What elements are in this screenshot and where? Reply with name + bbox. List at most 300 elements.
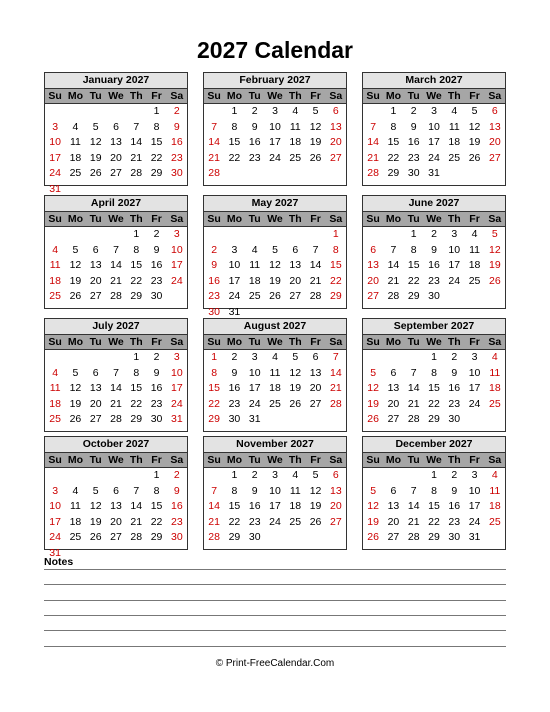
day-cell: 12: [89, 136, 102, 149]
day-cell: 18: [468, 259, 481, 272]
day-cell: 30: [407, 167, 420, 180]
day-cell: 6: [390, 366, 397, 379]
weekday-header: We: [426, 90, 442, 102]
day-cell: 25: [289, 151, 302, 164]
day-cell: 16: [170, 500, 183, 513]
day-cell: 15: [387, 136, 400, 149]
day-cell: 6: [113, 120, 119, 133]
day-cell: 12: [289, 366, 302, 379]
weekday-header: Su: [207, 336, 221, 348]
day-cell: 1: [431, 351, 437, 363]
day-cell: 13: [110, 500, 122, 513]
day-cell: 27: [89, 413, 102, 426]
weekday-header: Fr: [151, 454, 162, 466]
day-cell: 24: [170, 274, 183, 287]
day-cell: 5: [312, 105, 319, 117]
day-cell: 1: [231, 105, 238, 117]
day-cell: 15: [150, 500, 163, 513]
day-cell: 29: [329, 290, 342, 303]
week-row: [363, 243, 505, 259]
week-row: [204, 120, 346, 136]
day-cell: 17: [49, 515, 61, 528]
weekday-header-row: [45, 335, 187, 350]
weekday-header: Fr: [469, 90, 480, 102]
day-cell: [326, 412, 346, 428]
weekday-header: Tu: [89, 213, 102, 225]
day-cell: 8: [431, 484, 437, 497]
weekday-header-row: [363, 212, 505, 227]
day-cell: 18: [488, 382, 501, 395]
day-cell: 5: [370, 366, 377, 379]
weekday-header: Mo: [67, 213, 83, 225]
week-row: [363, 227, 505, 243]
week-row: [363, 484, 505, 500]
day-cell: 19: [89, 151, 102, 164]
day-cell: 29: [208, 413, 220, 426]
weekday-header: Su: [48, 454, 62, 466]
week-row: [363, 366, 505, 382]
month-name: May 2027: [204, 196, 346, 212]
day-cell: 7: [390, 243, 397, 256]
day-cell: 14: [208, 500, 220, 513]
day-cell: [485, 166, 505, 182]
day-cell: 20: [329, 136, 342, 149]
day-cell: 8: [231, 120, 238, 133]
day-cell: 26: [468, 151, 481, 164]
day-cell: [444, 166, 464, 182]
week-row: [204, 468, 346, 484]
day-cell: 2: [451, 351, 458, 363]
day-cell: [167, 289, 187, 305]
day-cell: 4: [272, 351, 278, 363]
day-cell: [126, 104, 146, 120]
day-cell: 23: [150, 274, 163, 287]
week-row: [363, 515, 505, 531]
month-name: October 2027: [45, 437, 187, 453]
day-cell: 7: [410, 484, 417, 497]
month-block: [203, 195, 347, 318]
week-row: [204, 289, 346, 305]
day-cell: 14: [407, 500, 420, 513]
day-cell: 9: [431, 243, 437, 256]
weekday-header: Sa: [329, 213, 343, 225]
day-cell: 7: [113, 366, 119, 379]
note-line: [44, 630, 506, 631]
day-cell: 16: [248, 136, 261, 149]
day-cell: [404, 468, 424, 484]
weekday-header: Tu: [407, 454, 420, 466]
day-cell: [265, 530, 285, 546]
weekday-header: Tu: [407, 336, 420, 348]
weekday-header: Th: [288, 454, 302, 466]
month-block: [362, 195, 506, 309]
day-cell: 7: [312, 243, 319, 256]
day-cell: 2: [451, 469, 458, 481]
day-cell: [245, 227, 265, 243]
weekday-header: Sa: [488, 454, 502, 466]
day-cell: [363, 350, 383, 366]
week-row: [363, 258, 505, 274]
day-cell: 27: [329, 515, 342, 528]
day-cell: 24: [428, 151, 440, 164]
day-cell: 10: [448, 243, 461, 256]
day-cell: 4: [491, 469, 498, 481]
week-row: [204, 135, 346, 151]
day-cell: 1: [410, 228, 417, 240]
week-row: [363, 289, 505, 305]
weekday-header: Fr: [469, 336, 480, 348]
day-cell: 30: [248, 531, 261, 544]
day-cell: [485, 289, 505, 305]
day-cell: [305, 530, 325, 546]
day-cell: 20: [289, 274, 302, 287]
day-cell: 11: [289, 484, 301, 497]
day-cell: 31: [49, 546, 61, 559]
day-cell: 12: [468, 120, 481, 133]
day-cell: 8: [133, 243, 140, 256]
day-cell: 30: [150, 413, 163, 426]
month-block: [44, 195, 188, 309]
month-block: [362, 72, 506, 186]
day-cell: 2: [173, 469, 180, 481]
day-cell: 16: [448, 382, 461, 395]
weekday-header-row: [204, 453, 346, 468]
day-cell: 19: [269, 274, 281, 287]
weekday-header: Sa: [170, 90, 184, 102]
day-cell: 13: [89, 382, 102, 395]
weekday-header: Th: [447, 90, 461, 102]
weekday-header: Su: [366, 213, 380, 225]
day-cell: 31: [468, 531, 481, 544]
day-cell: 26: [69, 413, 82, 426]
day-cell: 3: [231, 243, 238, 256]
day-cell: 5: [92, 120, 99, 133]
day-cell: 29: [130, 413, 143, 426]
weekday-header: Tu: [248, 213, 261, 225]
month-name: September 2027: [363, 319, 505, 335]
day-cell: [204, 227, 224, 243]
day-cell: 10: [269, 120, 281, 133]
day-cell: 20: [89, 397, 102, 410]
day-cell: 20: [367, 274, 379, 287]
weekday-header: We: [267, 90, 283, 102]
day-cell: 29: [228, 531, 241, 544]
notes-label: Notes: [44, 556, 74, 568]
day-cell: 30: [448, 531, 461, 544]
notes-section: [44, 556, 506, 568]
day-cell: 2: [173, 105, 180, 117]
day-cell: [326, 166, 346, 182]
day-cell: 2: [410, 105, 417, 117]
day-cell: [65, 468, 85, 484]
day-cell: 25: [248, 290, 261, 303]
day-cell: 25: [488, 397, 501, 410]
day-cell: 15: [150, 136, 163, 149]
day-cell: 9: [173, 120, 180, 133]
day-cell: 22: [428, 515, 440, 528]
day-cell: [383, 227, 403, 243]
day-cell: [464, 289, 484, 305]
weekday-header: Mo: [67, 454, 83, 466]
day-cell: 9: [231, 366, 238, 379]
day-cell: [86, 227, 106, 243]
weekday-header: Fr: [310, 336, 321, 348]
day-cell: 22: [208, 397, 220, 410]
day-cell: 24: [269, 515, 281, 528]
day-cell: 29: [428, 531, 440, 544]
note-line: [44, 615, 506, 616]
weekday-header: Mo: [67, 90, 83, 102]
weekday-header: Su: [366, 90, 380, 102]
day-cell: 16: [150, 259, 163, 272]
day-cell: 5: [292, 351, 299, 363]
day-cell: 23: [208, 290, 220, 303]
day-cell: 8: [431, 366, 437, 379]
weekday-header-row: [204, 335, 346, 350]
day-cell: 27: [89, 290, 102, 303]
weekday-header: We: [267, 454, 283, 466]
day-cell: 24: [468, 397, 481, 410]
day-cell: 20: [110, 151, 122, 164]
day-cell: [106, 104, 126, 120]
week-row: [45, 381, 187, 397]
weekday-header-row: [45, 453, 187, 468]
day-cell: 21: [130, 515, 143, 528]
day-cell: 2: [431, 228, 437, 240]
weekday-header: Fr: [151, 336, 162, 348]
weekday-header: Th: [288, 90, 302, 102]
day-cell: [383, 350, 403, 366]
day-cell: 23: [407, 151, 420, 164]
day-cell: 4: [292, 105, 299, 117]
day-cell: 28: [110, 413, 122, 426]
week-row: [204, 104, 346, 120]
day-cell: 9: [451, 366, 458, 379]
day-cell: [45, 104, 65, 120]
day-cell: 17: [448, 259, 461, 272]
day-cell: 7: [211, 484, 218, 497]
day-cell: 18: [289, 136, 302, 149]
weekday-header: We: [267, 336, 283, 348]
day-cell: 11: [289, 120, 301, 133]
day-cell: 12: [269, 259, 281, 272]
day-cell: 27: [387, 531, 400, 544]
day-cell: 8: [332, 243, 339, 256]
day-cell: [326, 530, 346, 546]
weekday-header: Su: [207, 90, 221, 102]
day-cell: [86, 468, 106, 484]
day-cell: 8: [410, 243, 417, 256]
day-cell: 26: [367, 531, 379, 544]
day-cell: 25: [49, 290, 61, 303]
month-name: March 2027: [363, 73, 505, 89]
day-cell: 10: [468, 366, 481, 379]
day-cell: 15: [329, 259, 342, 272]
day-cell: 30: [448, 413, 461, 426]
footer-credit: © Print-FreeCalendar.Com: [215, 658, 335, 669]
day-cell: 28: [329, 397, 342, 410]
day-cell: 11: [69, 500, 81, 513]
day-cell: [106, 468, 126, 484]
weekday-header: Mo: [385, 213, 401, 225]
day-cell: 12: [309, 120, 322, 133]
day-cell: 22: [428, 397, 440, 410]
weekday-header: We: [108, 90, 124, 102]
day-cell: 22: [407, 274, 420, 287]
day-cell: 13: [289, 259, 302, 272]
weekday-header-row: [363, 89, 505, 104]
week-row: [204, 243, 346, 259]
week-row: [363, 166, 505, 182]
day-cell: [204, 468, 224, 484]
month-name: December 2027: [363, 437, 505, 453]
week-row: [204, 258, 346, 274]
weekday-header-row: [204, 89, 346, 104]
day-cell: 30: [208, 305, 220, 318]
week-row: [45, 468, 187, 484]
day-cell: 2: [231, 351, 238, 363]
day-cell: 28: [367, 167, 379, 180]
note-line: [44, 584, 506, 585]
day-cell: 6: [370, 243, 377, 256]
weekday-header: Su: [366, 336, 380, 348]
day-cell: 5: [272, 243, 278, 256]
month-name: February 2027: [204, 73, 346, 89]
day-cell: [45, 350, 65, 366]
day-cell: 6: [113, 484, 119, 497]
day-cell: [485, 412, 505, 428]
day-cell: 18: [49, 274, 61, 287]
week-row: [363, 468, 505, 484]
day-cell: 4: [52, 243, 59, 256]
day-cell: 10: [269, 484, 281, 497]
day-cell: 14: [407, 382, 420, 395]
weekday-header: Mo: [226, 213, 242, 225]
weekday-header: Th: [447, 213, 461, 225]
day-cell: 26: [488, 274, 501, 287]
day-cell: 5: [471, 105, 478, 117]
day-cell: 26: [69, 290, 82, 303]
day-cell: 5: [92, 484, 99, 497]
day-cell: 7: [113, 243, 119, 256]
day-cell: 18: [269, 382, 281, 395]
day-cell: 4: [72, 120, 79, 133]
day-cell: 1: [231, 469, 238, 481]
day-cell: 1: [431, 469, 437, 481]
day-cell: 21: [130, 151, 143, 164]
day-cell: 12: [488, 243, 501, 256]
day-cell: 27: [329, 151, 342, 164]
day-cell: 18: [448, 136, 461, 149]
day-cell: [45, 227, 65, 243]
week-row: [204, 381, 346, 397]
weekday-header: Su: [48, 336, 62, 348]
day-cell: 19: [89, 515, 102, 528]
day-cell: 16: [448, 500, 461, 513]
day-cell: 30: [170, 531, 183, 544]
week-row: [363, 104, 505, 120]
day-cell: 6: [92, 366, 99, 379]
day-cell: 6: [491, 105, 498, 117]
day-cell: 6: [332, 469, 339, 481]
day-cell: [224, 166, 244, 182]
day-cell: 20: [329, 500, 342, 513]
day-cell: 25: [289, 515, 302, 528]
day-cell: 27: [309, 397, 322, 410]
day-cell: 13: [387, 382, 400, 395]
weekday-header: Tu: [248, 336, 261, 348]
day-cell: [265, 227, 285, 243]
day-cell: [86, 104, 106, 120]
day-cell: 28: [407, 531, 420, 544]
day-cell: 2: [251, 105, 258, 117]
week-row: [204, 366, 346, 382]
day-cell: [65, 350, 85, 366]
day-cell: 15: [130, 259, 143, 272]
day-cell: 25: [69, 531, 82, 544]
day-cell: [285, 412, 305, 428]
weekday-header: Fr: [469, 454, 480, 466]
day-cell: 16: [248, 500, 261, 513]
week-row: [204, 151, 346, 167]
day-cell: 26: [367, 413, 379, 426]
day-cell: 20: [387, 515, 400, 528]
week-row: [204, 274, 346, 290]
day-cell: 3: [451, 228, 458, 240]
day-cell: 21: [329, 382, 342, 395]
day-cell: 15: [208, 382, 220, 395]
week-row: [204, 515, 346, 531]
weekday-header: Sa: [329, 454, 343, 466]
day-cell: 12: [69, 382, 82, 395]
day-cell: 13: [329, 484, 342, 497]
day-cell: 28: [130, 531, 143, 544]
day-cell: 9: [251, 120, 258, 133]
day-cell: 28: [309, 290, 322, 303]
day-cell: 8: [153, 484, 160, 497]
week-row: [363, 397, 505, 413]
day-cell: [285, 227, 305, 243]
weekday-header: Sa: [488, 336, 502, 348]
day-cell: 1: [332, 228, 339, 240]
day-cell: 9: [251, 484, 258, 497]
day-cell: 9: [410, 120, 417, 133]
weekday-header: Su: [207, 454, 221, 466]
weekday-header: Tu: [89, 454, 102, 466]
day-cell: [285, 166, 305, 182]
day-cell: 26: [89, 531, 102, 544]
day-cell: 17: [170, 382, 183, 395]
week-row: [204, 499, 346, 515]
weekday-header: Sa: [488, 90, 502, 102]
month-name: August 2027: [204, 319, 346, 335]
day-cell: 5: [72, 366, 79, 379]
day-cell: 21: [367, 151, 379, 164]
day-cell: 3: [431, 105, 437, 117]
weekday-header: Tu: [407, 213, 420, 225]
day-cell: 7: [410, 366, 417, 379]
day-cell: 4: [451, 105, 458, 117]
weekday-header: Sa: [329, 90, 343, 102]
month-block: [362, 318, 506, 432]
day-cell: 22: [150, 515, 163, 528]
day-cell: [106, 350, 126, 366]
day-cell: 4: [292, 469, 299, 481]
weekday-header: We: [426, 454, 442, 466]
day-cell: [285, 530, 305, 546]
day-cell: 14: [130, 136, 143, 149]
week-row: [363, 530, 505, 546]
